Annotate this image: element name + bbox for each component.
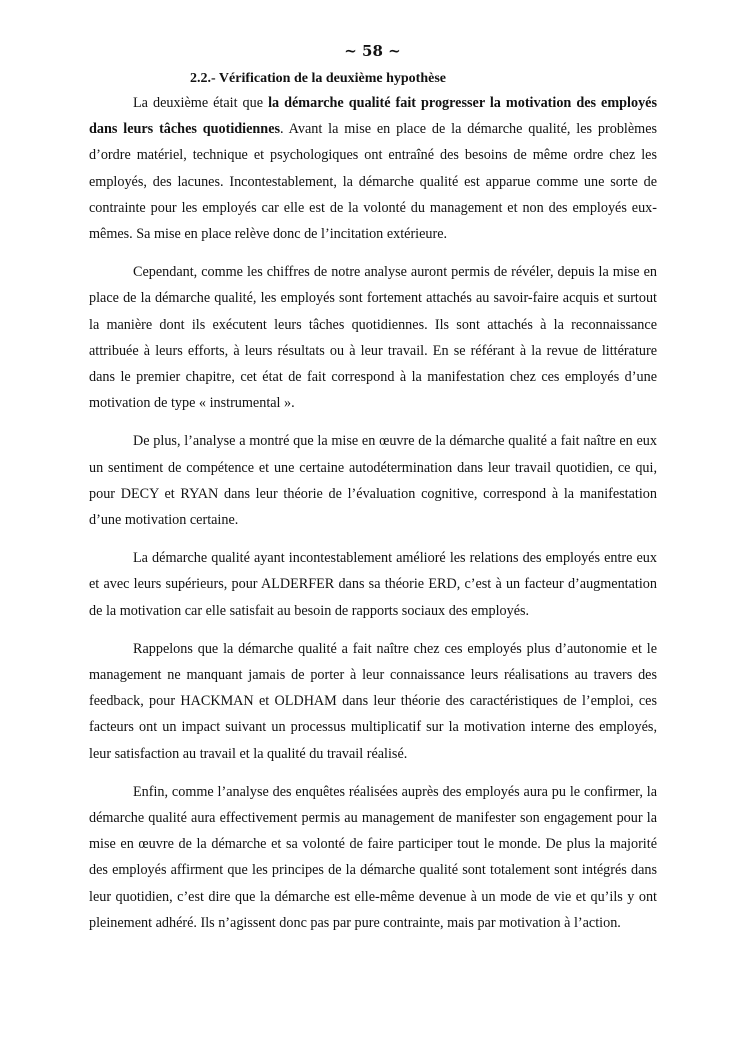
section-heading: 2.2.- Vérification de la deuxième hypothèse bbox=[190, 71, 446, 86]
page-number: ~ 58 ~ bbox=[344, 42, 401, 60]
paragraph-5: Rappelons que la démarche qualité a fait naître chez ces employés plus d’autonomie et le management ne manquant jamais de porter à leur connaissance leurs réalisations au travers des feedback, pour HACKMAN et OLDHAM dans leur théorie des caractéristiques de l’emploi, ces facteurs ont un impact suivant un processus multiplicatif sur la motivation interne des employés, leur satisfaction au travail et la qualité du travail réalisé. bbox=[89, 640, 657, 762]
paragraph-6: Enfin, comme l’analyse des enquêtes réalisées auprès des employés aura pu le confirmer, la démarche qualité aura effectivement permis au management de manifester son engagement pour la mise en œuvre de la démarche et sa volonté de faire participer tout le monde. De plus la majorité des employés affirment que les principes de la démarche qualité sont totalement sont intégrés dans leur quotidien, c’est dire que la démarche est elle-même devenue à un mode de vie et qu’ils y ont pleinement adhéré. Ils n’agissent donc pas par pure contrainte, mais par motivation à l’action. bbox=[89, 783, 657, 931]
paragraph-1-rest: . Avant la mise en place de la démarche qualité, les problèmes d’ordre matériel, technique et psychologiques ont entraîné des besoins de même ordre chez les employés, des lacunes. Incontestablement, la démarche qualité est apparue comme une sorte de contrainte pour les employés car elle est de la volonté du management et non des employés eux-mêmes. Sa mise en place relève donc de l’incitation extérieure. bbox=[89, 121, 658, 243]
paragraph-1-lead: La deuxième était que bbox=[133, 95, 269, 111]
body-text bbox=[89, 90, 657, 948]
paragraph-4: La démarche qualité ayant incontestablement amélioré les relations des employés entre eux et avec leurs supérieurs, pour ALDERFER dans sa théorie ERD, c’est à un facteur d’augmentation de la motivation car elle satisfait au besoin de rapports sociaux des employés. bbox=[89, 550, 657, 619]
hypothesis-emphasis: la démarche qualité fait progresser la motivation des employés dans leurs tâches quotidiennes bbox=[89, 95, 657, 138]
paragraph-2: Cependant, comme les chiffres de notre analyse auront permis de révéler, depuis la mise en place de la démarche qualité, les employés sont fortement attachés au savoir-faire acquis et surtout la manière dont ils exécutent leurs tâches quotidiennes. Ils sont attachés à la reconnaissance attribuée à leurs efforts, à leurs résultats ou à leur travail. En se référant à la revue de littérature dans le premier chapitre, cet état de fait correspond à la manifestation chez ces employés d’une motivation de type « instrumental ». bbox=[89, 264, 657, 412]
paragraph-1 bbox=[89, 90, 657, 247]
paragraph-3: De plus, l’analyse a montré que la mise en œuvre de la démarche qualité a fait naître en eux un sentiment de compétence et une certaine autodétermination dans leur travail quotidien, ce qui, pour DECY et RYAN dans leur théorie de l’évaluation cognitive, correspond à la manifestation d’une motivation certaine. bbox=[89, 433, 657, 529]
